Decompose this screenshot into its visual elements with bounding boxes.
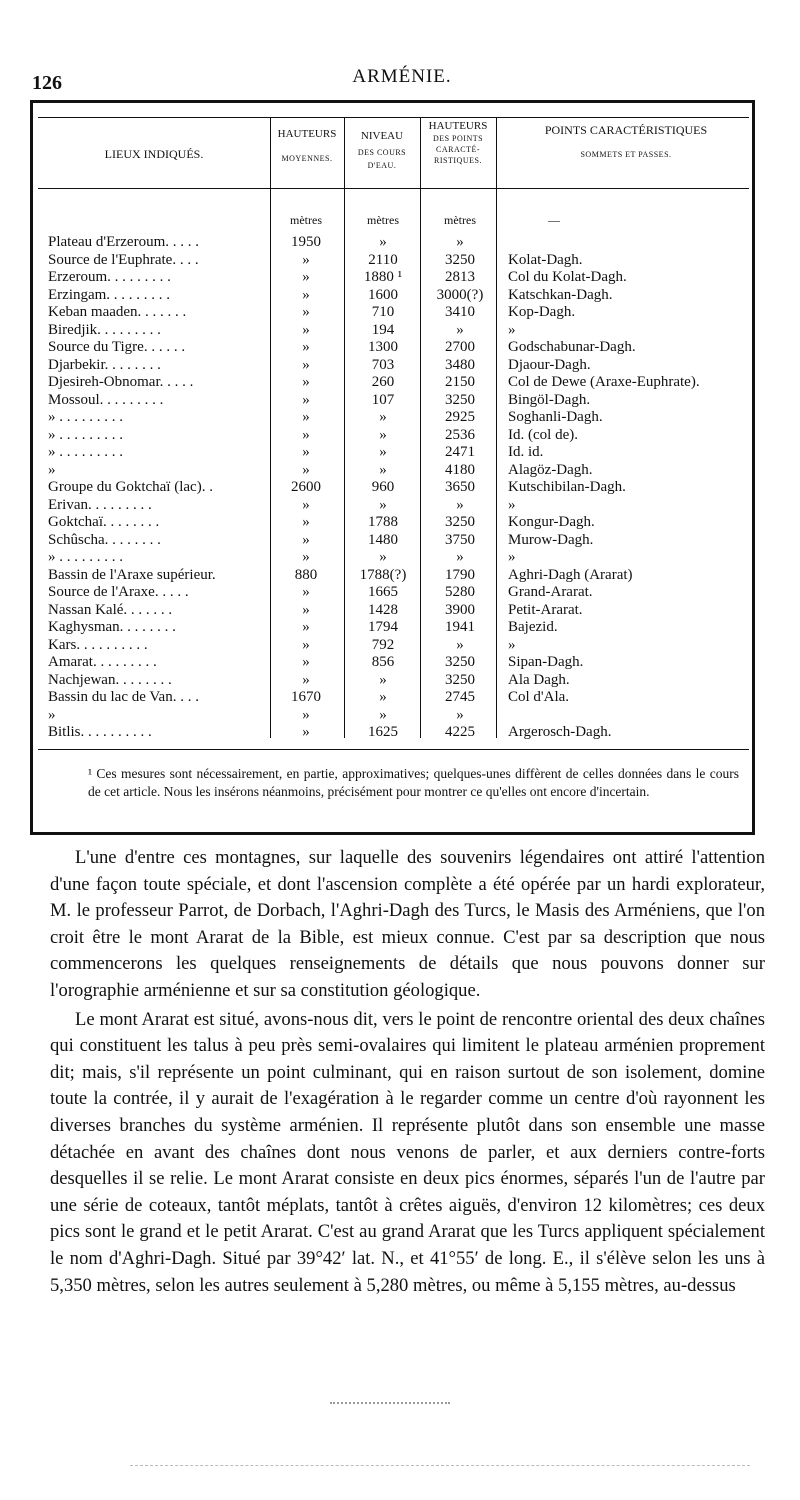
cell-pts: Id. (col de). (508, 426, 578, 443)
cell-pts: » (508, 321, 516, 338)
cell-lieu: Source de l'Araxe. . . . . (48, 584, 189, 600)
cell-lieu: Nassan Kalé. . . . . . . (48, 601, 173, 618)
cell-moy: » (302, 461, 310, 478)
cell-moy: » (302, 636, 310, 653)
cell-niv: 1428 (368, 601, 398, 618)
cell-haut: » (456, 549, 464, 565)
table-row (38, 479, 749, 495)
altitude-table (30, 100, 755, 835)
cell-pts: Petit-Ararat. (508, 601, 583, 618)
cell-niv: 1480 (368, 531, 398, 548)
cell-niv: » (379, 426, 387, 443)
cell-niv: 1600 (368, 286, 398, 303)
cell-niv: » (379, 706, 387, 723)
cell-haut: 3250 (445, 514, 475, 530)
table-row (38, 584, 749, 600)
header-hauteurs-points (420, 120, 496, 166)
table-row (38, 234, 749, 250)
header-rule (38, 188, 749, 189)
cell-haut: 1941 (445, 619, 475, 635)
table-row (38, 637, 749, 653)
cell-haut: 2536 (445, 426, 475, 443)
unit-haut: mètres (444, 213, 476, 227)
cell-moy: » (302, 619, 310, 635)
cell-niv: 1300 (368, 339, 398, 355)
cell-pts: Katschkan-Dagh. (508, 286, 613, 303)
cell-moy: » (302, 356, 310, 373)
header-lieux: LIEUX INDIQUÉS. (104, 147, 204, 161)
table-row (38, 689, 749, 705)
table-body (38, 117, 749, 828)
cell-niv: » (379, 234, 387, 250)
paragraph: Le mont Ararat est situé, avons-nous dit, vers le point de rencontre oriental des deux chaînes qui constituent les talus à peu près semi-ovalaires qui limitent le plateau arménien proprement dit; mais, s'il représente un point culminant, qui en raison surtout de son isolement, domine toute la contrée, il y aurait de l'exagération à le regarder comme un centre d'où rayonnent les diverses branches du système arménien. Il représente plutôt dans son ensemble une masse détachée en avant des chaînes dont nous venons de parler, et aux derniers contre-forts desquelles il se relie. Le mont Ararat consiste en deux pics énormes, séparés l'un de l'autre par une série de coteaux, tantôt méplats, tantôt à crêtes aiguës, d'environ 12 kilomètres; ces deux pics sont le grand et le petit Ararat. C'est au grand Ararat que les Turcs appliquent spécialement le nom d'Aghri-Dagh. Situé par 39°42′ lat. N., et 41°55′ de long. E., il s'élève selon les uns à 5,350 mètres, selon les autres seulement à 5,280 mètres, ou même à 5,155 mètres, au-dessus (50, 1008, 765, 1296)
cell-moy: » (302, 426, 310, 443)
header-line: D'EAU. (367, 161, 397, 170)
cell-lieu: » . . . . . . . . . (48, 426, 123, 443)
cell-pts: Soghanli-Dagh. (508, 409, 603, 425)
cell-moy: » (302, 339, 310, 355)
cell-lieu: Nachjewan. . . . . . . . (48, 671, 172, 688)
paragraph: L'une d'entre ces montagnes, sur laquelle des souvenirs légendaires ont attiré l'attention d'une façon toute spéciale, et dont l'ascension complète a été opérée par un hardi explorateur, M. le professeur Parrot, de Dorbach, l'Aghri-Dagh des Turcs, le Masis des Arméniens, que l'on croit être le mont Ararat de la Bible, est mieux connue. C'est par sa description que nous commencerons les quelques renseignements de détails que nous pouvons donner sur l'orographie arménienne et sur sa constitution géologique. (50, 847, 765, 1001)
cell-pts: » (508, 636, 516, 653)
header-line: CARACTÉ- (436, 145, 480, 154)
cell-haut: 4180 (445, 461, 475, 478)
unit-pts: — (548, 213, 560, 227)
cell-pts: Col de Dewe (Araxe-Euphrate). (508, 374, 700, 390)
cell-lieu: Goktchaï. . . . . . . . (48, 514, 160, 530)
cell-moy: » (302, 514, 310, 530)
cell-niv: 1788 (368, 514, 398, 530)
cell-haut: 3250 (445, 654, 475, 670)
cell-niv: » (379, 689, 387, 705)
cell-lieu: Djesireh-Obnomar. . . . . (48, 374, 194, 390)
table-row (38, 602, 749, 618)
cell-pts: Kutschibilan-Dagh. (508, 479, 626, 495)
table-row (38, 532, 749, 548)
cell-haut: 2745 (445, 689, 475, 705)
header-line: NIVEAU (360, 130, 404, 142)
cell-lieu: Erivan. . . . . . . . . (48, 496, 152, 513)
cell-moy: » (302, 724, 310, 740)
cell-pts: Godschabunar-Dagh. (508, 339, 636, 355)
table-row (38, 252, 749, 268)
cell-niv: 960 (371, 479, 395, 495)
header-line: POINTS CARACTÉRISTIQUES (544, 123, 708, 137)
cell-moy: » (302, 584, 310, 600)
cell-haut: » (456, 496, 464, 513)
cell-niv: 703 (371, 356, 395, 373)
cell-lieu: Keban maaden. . . . . . . (48, 304, 187, 320)
cell-pts: » (508, 496, 516, 513)
cell-moy: » (302, 374, 310, 390)
cell-haut: 3480 (445, 356, 475, 373)
table-row (38, 549, 749, 565)
cell-haut: 2471 (445, 444, 475, 460)
cell-moy: » (302, 496, 310, 513)
cell-lieu: Kaghysman. . . . . . . . (48, 619, 176, 635)
cell-lieu: Erzingam. . . . . . . . . (48, 286, 171, 303)
cell-haut: 2150 (445, 374, 475, 390)
cell-lieu: Source du Tigre. . . . . . (48, 339, 186, 355)
cell-lieu: Biredjik. . . . . . . . . (48, 321, 161, 338)
cell-pts: Sipan-Dagh. (508, 654, 584, 670)
cell-pts: Kongur-Dagh. (508, 514, 595, 530)
cell-moy: » (302, 251, 310, 268)
cell-haut: 2813 (445, 269, 475, 285)
table-row (38, 497, 749, 513)
cell-moy: » (302, 531, 310, 548)
cell-pts: Murow-Dagh. (508, 531, 594, 548)
page-number: 126 (32, 72, 62, 94)
cell-niv: 1625 (368, 724, 398, 740)
cell-haut: 3750 (445, 531, 475, 548)
body-text (50, 845, 765, 1299)
header-hauteurs-moyennes (270, 128, 344, 164)
cell-moy: » (302, 321, 310, 338)
cell-lieu: Mossoul. . . . . . . . . (48, 391, 164, 408)
header-line: HAUTEURS (428, 120, 488, 132)
table-row (38, 339, 749, 355)
cell-niv: 194 (371, 321, 395, 338)
cell-niv: 2110 (368, 251, 398, 268)
cell-haut: 2700 (445, 339, 475, 355)
cell-moy: » (302, 706, 310, 723)
cell-niv: » (379, 461, 387, 478)
table-row (38, 724, 749, 740)
page-header (32, 62, 772, 96)
unit-niv: mètres (367, 213, 399, 227)
table-row (38, 444, 749, 460)
cell-niv: 710 (371, 304, 395, 320)
cell-lieu: Bassin du lac de Van. . . . (48, 689, 199, 705)
table-row (38, 654, 749, 670)
table-row (38, 269, 749, 285)
table-row (38, 619, 749, 635)
cell-lieu: Groupe du Goktchaï (lac). . (48, 479, 213, 495)
cell-moy: » (302, 671, 310, 688)
running-title: ARMÉNIE. (352, 66, 452, 87)
cell-moy: » (302, 391, 310, 408)
cell-haut: 3000(?) (436, 286, 484, 303)
cell-pts: Bingöl-Dagh. (508, 391, 591, 408)
cell-pts: Argerosch-Dagh. (508, 724, 612, 740)
cell-lieu: Source de l'Euphrate. . . . (48, 251, 199, 268)
cell-niv: 1794 (368, 619, 398, 635)
header-line: RISTIQUES. (434, 156, 482, 165)
cell-pts: Col du Kolat-Dagh. (508, 269, 627, 285)
table-row (38, 567, 749, 583)
table-row (38, 322, 749, 338)
table-row (38, 287, 749, 303)
cell-pts: Id. id. (508, 444, 544, 460)
table-row (38, 409, 749, 425)
cell-moy: » (302, 549, 310, 565)
header-line: MOYENNES. (281, 154, 333, 163)
cell-lieu: » . . . . . . . . . (48, 409, 123, 425)
cell-lieu: » (48, 461, 56, 478)
cell-haut: » (456, 234, 464, 250)
cell-lieu: Djarbekir. . . . . . . . (48, 356, 161, 373)
cell-lieu: Bassin de l'Araxe supérieur. (48, 566, 216, 583)
unit-moy: mètres (290, 213, 322, 227)
cell-niv: » (379, 444, 387, 460)
header-points (496, 124, 756, 160)
print-bleed-line (130, 1465, 750, 1466)
cell-moy: » (302, 654, 310, 670)
cell-moy: » (302, 409, 310, 425)
cell-haut: 4225 (445, 724, 475, 740)
cell-pts: Ala Dagh. (508, 671, 570, 688)
footnote: ¹ Ces mesures sont nécessairement, en partie, approximatives; quelques-unes diffèrent de celles données dans le cours de cet article. Nous les insérons néanmoins, précisément pour montrer ce qu'elles ont encore d'incertain. (88, 766, 739, 799)
cell-moy: 1670 (291, 689, 321, 705)
cell-niv: 260 (371, 374, 395, 390)
cell-niv: 1788(?) (359, 566, 407, 583)
cell-haut: » (456, 636, 464, 653)
table-row (38, 357, 749, 373)
cell-niv: 1665 (368, 584, 398, 600)
cell-niv: 107 (371, 391, 395, 408)
cell-moy: » (302, 601, 310, 618)
cell-haut: 5280 (445, 584, 475, 600)
cell-moy: 2600 (291, 479, 321, 495)
cell-lieu: Amarat. . . . . . . . . (48, 654, 157, 670)
cell-haut: 1790 (445, 566, 475, 583)
table-row (38, 392, 749, 408)
cell-niv: 1880 ¹ (363, 269, 403, 285)
header-niveau (344, 130, 420, 171)
cell-lieu: Erzeroum. . . . . . . . . (48, 269, 171, 285)
cell-lieu: Schûscha. . . . . . . . (48, 531, 161, 548)
print-smudge (330, 1402, 450, 1408)
footnote-rule (38, 749, 749, 750)
cell-niv: 856 (371, 654, 395, 670)
table-row (38, 672, 749, 688)
cell-pts: Grand-Ararat. (508, 584, 593, 600)
cell-lieu: Kars. . . . . . . . . . (48, 636, 148, 653)
cell-lieu: Plateau d'Erzeroum. . . . . (48, 234, 199, 250)
cell-niv: 792 (371, 636, 395, 653)
cell-lieu: » (48, 706, 56, 723)
cell-pts: Kolat-Dagh. (508, 251, 583, 268)
cell-haut: 3250 (445, 671, 475, 688)
table-row (38, 462, 749, 478)
cell-moy: 880 (294, 566, 318, 583)
cell-niv: » (379, 671, 387, 688)
cell-pts: Alagöz-Dagh. (508, 461, 593, 478)
cell-lieu: Bitlis. . . . . . . . . . (48, 724, 152, 740)
cell-haut: 3410 (445, 304, 475, 320)
cell-niv: » (379, 496, 387, 513)
table-row (38, 374, 749, 390)
cell-niv: » (379, 549, 387, 565)
cell-lieu: » . . . . . . . . . (48, 444, 123, 460)
cell-haut: 3900 (445, 601, 475, 618)
cell-lieu: » . . . . . . . . . (48, 549, 123, 565)
cell-haut: 3250 (445, 391, 475, 408)
header-line: DES POINTS (432, 134, 484, 143)
table-row (38, 427, 749, 443)
cell-haut: 3650 (445, 479, 475, 495)
cell-moy: 1950 (291, 234, 321, 250)
header-line: HAUTEURS (277, 128, 337, 140)
cell-haut: 3250 (445, 251, 475, 268)
cell-moy: » (302, 444, 310, 460)
cell-haut: » (456, 321, 464, 338)
cell-pts: Aghri-Dagh (Ararat) (508, 566, 633, 583)
units-row (38, 212, 749, 228)
header-line: SOMMETS ET PASSES. (580, 150, 672, 159)
table-row (38, 514, 749, 530)
header-line: DES COURS (357, 148, 407, 157)
cell-pts: » (508, 549, 516, 565)
cell-pts: Djaour-Dagh. (508, 356, 591, 373)
cell-moy: » (302, 269, 310, 285)
cell-moy: » (302, 304, 310, 320)
cell-pts: Kop-Dagh. (508, 304, 576, 320)
table-row (38, 304, 749, 320)
cell-haut: » (456, 706, 464, 723)
cell-pts: Bajezid. (508, 619, 558, 635)
cell-pts: Col d'Ala. (508, 689, 570, 705)
cell-haut: 2925 (445, 409, 475, 425)
cell-moy: » (302, 286, 310, 303)
table-row (38, 707, 749, 723)
cell-niv: » (379, 409, 387, 425)
